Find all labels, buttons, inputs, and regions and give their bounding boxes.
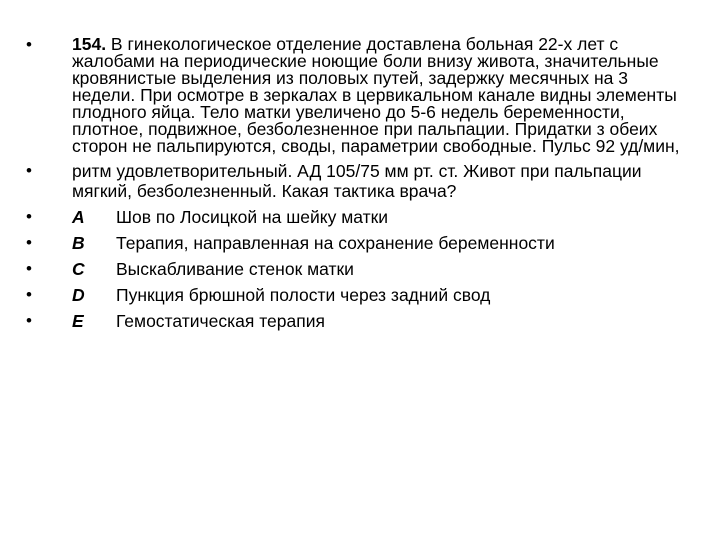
answer-text: Терапия, направленная на сохранение беременности xyxy=(116,233,555,253)
answer-letter: B xyxy=(72,233,85,253)
answer-letter: A xyxy=(72,207,85,227)
answer-letter: D xyxy=(72,285,85,305)
answer-text: Шов по Лосицкой на шейку матки xyxy=(116,207,389,227)
question-paragraph-2 xyxy=(26,161,696,201)
answer-option-d xyxy=(26,285,696,305)
answer-option-c xyxy=(26,259,696,279)
question-list xyxy=(26,36,696,337)
bullet-dot: • xyxy=(26,207,32,226)
question-text-part1: В гинекологическое отделение доставлена больная 22-х лет с жалобами на периодические ноющие боли внизу живота, значительные кровянистые выделения из половых путей, задержку месячных на 3 недели. При осмотре в зеркалах в цервикальном канале видны элементы плодного яйца. Тело матки увеличено до 5-6 недель беременности, плотное, подвижное, безболезненное при пальпации. Придатки з обеих сторон не пальпируются, своды, параметрии свободные. Пульс 92 уд/мин, xyxy=(72,34,680,156)
answer-text: Гемостатическая терапия xyxy=(116,311,325,331)
answer-text: Пункция брюшной полости через задний свод xyxy=(116,285,491,305)
bullet-dot: • xyxy=(26,233,32,252)
answer-text: Выскабливание стенок матки xyxy=(116,259,354,279)
answer-letter: E xyxy=(72,311,84,331)
answer-option-e xyxy=(26,311,696,331)
answer-option-a xyxy=(26,207,696,227)
bullet-dot: • xyxy=(26,161,32,180)
answer-option-b xyxy=(26,233,696,253)
bullet-dot: • xyxy=(26,259,32,278)
bullet-dot: • xyxy=(26,311,32,330)
answer-letter: C xyxy=(72,259,85,279)
question-paragraph-1 xyxy=(26,36,696,155)
question-number: 154. xyxy=(72,34,107,54)
bullet-dot: • xyxy=(26,35,32,54)
question-text-part2: ритм удовлетворительный. АД 105/75 мм рт. ст. Живот при пальпации мягкий, безболезненный. Какая тактика врача? xyxy=(72,161,642,201)
bullet-dot: • xyxy=(26,285,32,304)
